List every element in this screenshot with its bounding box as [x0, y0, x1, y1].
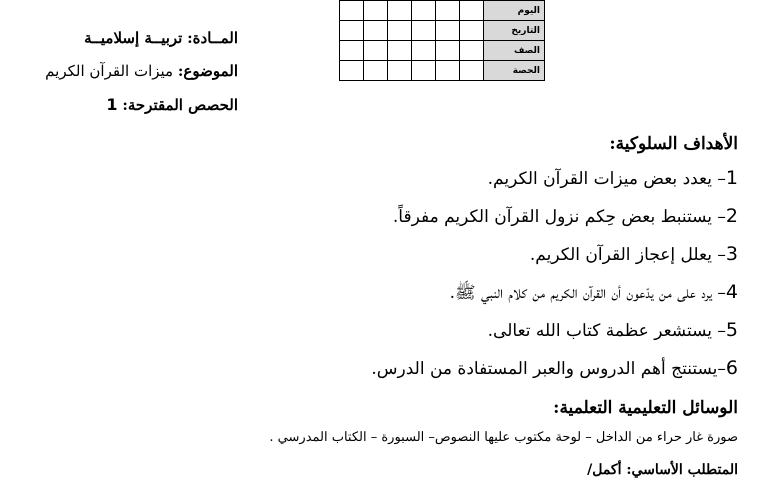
goals-heading: الأهداف السلوكية:	[609, 134, 738, 154]
goal-item	[18, 198, 738, 236]
goal-item	[18, 274, 738, 312]
schedule-cell	[340, 61, 364, 81]
schedule-row	[340, 21, 545, 41]
schedule-row	[340, 41, 545, 61]
schedule-cell	[436, 41, 460, 61]
periods-line	[8, 94, 238, 127]
schedule-cell	[364, 1, 388, 21]
goal-text: – يعلل إعجاز القرآن الكريم.	[529, 245, 726, 265]
goal-item	[18, 312, 738, 350]
schedule-row	[340, 61, 545, 81]
topic-line	[8, 61, 238, 94]
goal-item	[18, 160, 738, 198]
schedule-cell	[340, 21, 364, 41]
schedule-label: اليوم	[484, 1, 545, 21]
schedule-cell	[340, 1, 364, 21]
behavioral-goals	[18, 128, 738, 388]
schedule-cell	[388, 41, 412, 61]
schedule-cell	[436, 61, 460, 81]
lesson-info	[8, 28, 238, 127]
schedule-cell	[364, 21, 388, 41]
schedule-cell	[436, 1, 460, 21]
schedule-cell	[412, 41, 436, 61]
prereq-heading: المتطلب الأساسي: أكمل/	[587, 462, 738, 478]
schedule-label: التاريخ	[484, 21, 545, 41]
schedule-cell	[364, 41, 388, 61]
goal-text: – يستشعر عظمة كتاب الله تعالى.	[487, 321, 726, 341]
goal-text: –يستنتج أهم الدروس والعبر المستفادة من الدرس.	[371, 359, 726, 379]
schedule-cell	[460, 41, 484, 61]
topic-value: ميزات القرآن الكريم	[45, 62, 174, 80]
goal-text: – يعدد بعض ميزات القرآن الكريم.	[487, 169, 726, 189]
goal-number: 1	[725, 167, 738, 189]
subject-value: تربيــة إسلاميــة	[84, 29, 183, 47]
goal-number: 5	[725, 319, 738, 341]
schedule-cell	[412, 21, 436, 41]
schedule-cell	[436, 21, 460, 41]
subject-label: المــادة:	[187, 29, 238, 47]
goal-text: – يستنبط بعض حِكم نزول القرآن الكريم مفرقاً.	[392, 207, 726, 227]
subject-line	[8, 28, 238, 61]
tools-heading: الوسائل التعليمية التعلمية:	[553, 398, 738, 418]
schedule-row	[340, 1, 545, 21]
schedule-cell	[364, 61, 388, 81]
goal-number: 2	[725, 205, 738, 227]
goal-number: 3	[725, 243, 738, 265]
schedule-cell	[412, 61, 436, 81]
schedule-cell	[388, 1, 412, 21]
goal-number: 4	[725, 281, 738, 303]
topic-label: الموضوع:	[177, 62, 238, 80]
goal-item	[18, 236, 738, 274]
schedule-cell	[388, 21, 412, 41]
schedule-cell	[388, 61, 412, 81]
schedule-cell	[412, 1, 436, 21]
goal-text: – يرد على من يدّعون أن القرآن الكريم من كلام النبي ﷺ.	[449, 283, 726, 303]
schedule-cell	[460, 1, 484, 21]
periods-value: 1	[106, 95, 118, 114]
schedule-label: الحصة	[484, 61, 545, 81]
schedule-table	[339, 0, 545, 81]
schedule-cell	[460, 61, 484, 81]
tools-text: صورة غار حراء من الداخل – لوحة مكتوب عليها النصوص– السبورة – الكتاب المدرسي .	[269, 430, 738, 445]
schedule-label: الصف	[484, 41, 545, 61]
goal-item	[18, 350, 738, 388]
periods-label: الحصص المقترحة:	[122, 96, 238, 114]
schedule-cell	[340, 41, 364, 61]
goal-number: 6	[725, 357, 738, 379]
schedule-cell	[460, 21, 484, 41]
